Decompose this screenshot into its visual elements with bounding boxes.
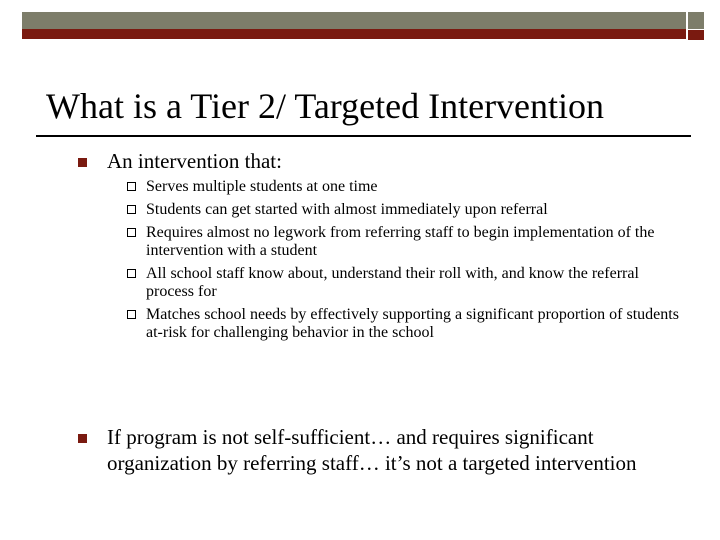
bullet-text-conclusion: If program is not self-sufficient… and requires significant organization by referring staff… it’s not a targeted intervention (107, 425, 637, 475)
hollow-square-bullet-icon (127, 182, 136, 191)
sub-bullet-text: All school staff know about, understand their roll with, and know the referral process for (146, 265, 639, 300)
hollow-square-bullet-icon (127, 205, 136, 214)
header-corner-block (688, 12, 704, 40)
sub-bullet-item (127, 224, 687, 260)
sub-bullet-text: Serves multiple students at one time (146, 178, 378, 195)
header-band (22, 12, 686, 40)
title-underline (36, 135, 691, 137)
sub-bullet-text: Requires almost no legwork from referring staff to begin implementation of the intervention with a student (146, 224, 655, 259)
sub-bullet-item (127, 265, 687, 301)
header-band-upper (22, 12, 686, 29)
header-corner-lower (688, 30, 704, 40)
slide-title: What is a Tier 2/ Targeted Intervention (46, 86, 605, 126)
header-band-lower (22, 29, 686, 39)
sub-bullet-item (127, 201, 687, 219)
hollow-square-bullet-icon (127, 269, 136, 278)
sub-bullet-item (127, 306, 687, 342)
hollow-square-bullet-icon (127, 228, 136, 237)
sub-bullet-item (127, 178, 687, 196)
square-bullet-icon (78, 434, 87, 443)
bullet-text-intro: An intervention that: (107, 149, 282, 173)
hollow-square-bullet-icon (127, 310, 136, 319)
sub-bullet-text: Matches school needs by effectively supporting a significant proportion of students at-risk for challenging behavior in the school (146, 306, 679, 341)
sub-bullet-text: Students can get started with almost immediately upon referral (146, 201, 548, 218)
header-corner-upper (688, 12, 704, 29)
square-bullet-icon (78, 158, 87, 167)
sub-bullet-list (127, 178, 687, 347)
